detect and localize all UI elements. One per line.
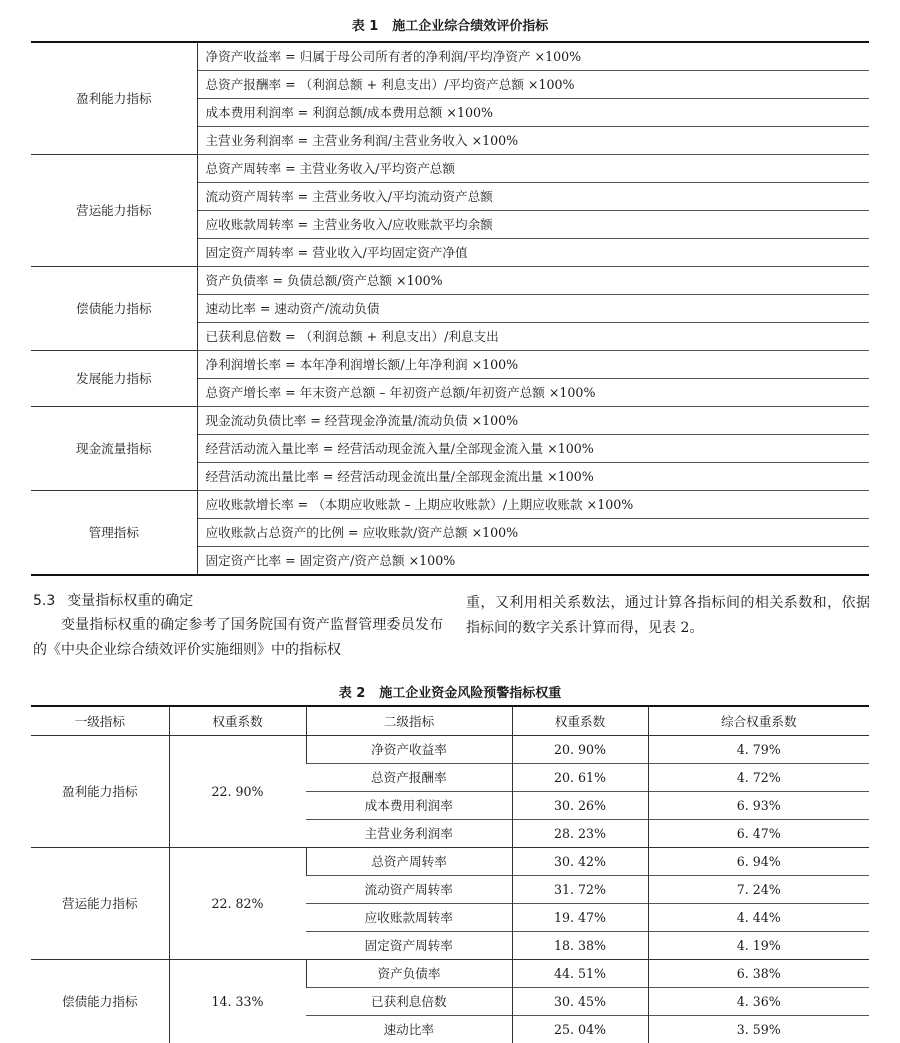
section-number: 5.3 (33, 593, 55, 609)
secondary-indicator-cell: 资产负债率 (306, 960, 512, 988)
formula-cell: 现金流动负债比率 = 经营现金净流量/流动负债 ×100% (197, 407, 869, 435)
category-cell: 营运能力指标 (31, 155, 197, 267)
table2-risk-weights (31, 705, 869, 1043)
body-text-left: 变量指标权重的确定参考了国务院国有资产监督管理委员发布的《中央企业综合绩效评价实施细则》中的指标权 (33, 613, 443, 663)
column-header: 二级指标 (306, 706, 512, 736)
formula-cell: 速动比率 = 速动资产/流动负债 (197, 295, 869, 323)
formula-cell: 应收账款周转率 = 主营业务收入/应收账款平均余额 (197, 211, 869, 239)
secondary-weight-cell: 18. 38% (512, 932, 648, 960)
formula-cell: 固定资产周转率 = 营业收入/平均固定资产净值 (197, 239, 869, 267)
combined-weight-cell: 3. 59% (648, 1016, 869, 1043)
table-row (31, 407, 869, 435)
combined-weight-cell: 6. 94% (648, 848, 869, 876)
primary-indicator-cell: 盈利能力指标 (31, 736, 169, 848)
primary-weight-cell: 22. 90% (169, 736, 306, 848)
secondary-indicator-cell: 固定资产周转率 (306, 932, 512, 960)
secondary-weight-cell: 30. 45% (512, 988, 648, 1016)
table-row (31, 155, 869, 183)
formula-cell: 已获利息倍数 = （利润总额 + 利息支出）/利息支出 (197, 323, 869, 351)
combined-weight-cell: 4. 36% (648, 988, 869, 1016)
primary-weight-cell: 22. 82% (169, 848, 306, 960)
table-row (31, 736, 869, 764)
secondary-weight-cell: 20. 61% (512, 764, 648, 792)
combined-weight-cell: 7. 24% (648, 876, 869, 904)
table-row (31, 960, 869, 988)
secondary-weight-cell: 19. 47% (512, 904, 648, 932)
secondary-weight-cell: 30. 26% (512, 792, 648, 820)
secondary-indicator-cell: 成本费用利润率 (306, 792, 512, 820)
formula-cell: 总资产增长率 = 年末资产总额 – 年初资产总额/年初资产总额 ×100% (197, 379, 869, 407)
formula-cell: 经营活动流出量比率 = 经营活动现金流出量/全部现金流出量 ×100% (197, 463, 869, 491)
combined-weight-cell: 4. 44% (648, 904, 869, 932)
table-row (31, 491, 869, 519)
formula-cell: 总资产周转率 = 主营业务收入/平均资产总额 (197, 155, 869, 183)
primary-indicator-cell: 偿债能力指标 (31, 960, 169, 1043)
secondary-indicator-cell: 总资产报酬率 (306, 764, 512, 792)
formula-cell: 固定资产比率 = 固定资产/资产总额 ×100% (197, 547, 869, 576)
section-title: 变量指标权重的确定 (67, 593, 193, 609)
column-header: 权重系数 (169, 706, 306, 736)
table2-caption-number: 表 2 (339, 686, 366, 701)
category-cell: 盈利能力指标 (31, 42, 197, 155)
category-cell: 现金流量指标 (31, 407, 197, 491)
category-cell: 发展能力指标 (31, 351, 197, 407)
combined-weight-cell: 4. 72% (648, 764, 869, 792)
table-row (31, 42, 869, 71)
primary-weight-cell: 14. 33% (169, 960, 306, 1043)
section-heading (33, 592, 193, 610)
body-text-right: 重，又利用相关系数法，通过计算各指标间的相关系数和，依据指标间的数字关系计算而得，见表 2。 (466, 591, 870, 641)
primary-indicator-cell: 营运能力指标 (31, 848, 169, 960)
combined-weight-cell: 4. 79% (648, 736, 869, 764)
table2-header-row (31, 706, 869, 736)
secondary-weight-cell: 25. 04% (512, 1016, 648, 1043)
combined-weight-cell: 4. 19% (648, 932, 869, 960)
table1-caption-title: 施工企业综合绩效评价指标 (392, 19, 548, 34)
table2-caption-title: 施工企业资金风险预警指标权重 (379, 686, 561, 701)
table-row (31, 351, 869, 379)
secondary-weight-cell: 28. 23% (512, 820, 648, 848)
secondary-weight-cell: 30. 42% (512, 848, 648, 876)
secondary-indicator-cell: 速动比率 (306, 1016, 512, 1043)
formula-cell: 流动资产周转率 = 主营业务收入/平均流动资产总额 (197, 183, 869, 211)
secondary-indicator-cell: 已获利息倍数 (306, 988, 512, 1016)
formula-cell: 总资产报酬率 = （利润总额 + 利息支出）/平均资产总额 ×100% (197, 71, 869, 99)
column-header: 综合权重系数 (648, 706, 869, 736)
table-row (31, 267, 869, 295)
formula-cell: 经营活动流入量比率 = 经营活动现金流入量/全部现金流入量 ×100% (197, 435, 869, 463)
secondary-weight-cell: 44. 51% (512, 960, 648, 988)
secondary-weight-cell: 31. 72% (512, 876, 648, 904)
column-header: 一级指标 (31, 706, 169, 736)
table1-caption (0, 19, 900, 35)
category-cell: 管理指标 (31, 491, 197, 576)
formula-cell: 资产负债率 = 负债总额/资产总额 ×100% (197, 267, 869, 295)
table-row (31, 848, 869, 876)
category-cell: 偿债能力指标 (31, 267, 197, 351)
table2-caption (0, 686, 900, 702)
combined-weight-cell: 6. 47% (648, 820, 869, 848)
formula-cell: 主营业务利润率 = 主营业务利润/主营业务收入 ×100% (197, 127, 869, 155)
secondary-indicator-cell: 主营业务利润率 (306, 820, 512, 848)
secondary-indicator-cell: 流动资产周转率 (306, 876, 512, 904)
combined-weight-cell: 6. 38% (648, 960, 869, 988)
secondary-indicator-cell: 净资产收益率 (306, 736, 512, 764)
secondary-indicator-cell: 应收账款周转率 (306, 904, 512, 932)
secondary-indicator-cell: 总资产周转率 (306, 848, 512, 876)
table1-caption-number: 表 1 (352, 19, 379, 34)
formula-cell: 净利润增长率 = 本年净利润增长额/上年净利润 ×100% (197, 351, 869, 379)
combined-weight-cell: 6. 93% (648, 792, 869, 820)
secondary-weight-cell: 20. 90% (512, 736, 648, 764)
formula-cell: 净资产收益率 = 归属于母公司所有者的净利润/平均净资产 ×100% (197, 42, 869, 71)
table1-performance-indicators (31, 41, 869, 576)
formula-cell: 应收账款增长率 = （本期应收账款 – 上期应收账款）/上期应收账款 ×100% (197, 491, 869, 519)
column-header: 权重系数 (512, 706, 648, 736)
formula-cell: 成本费用利润率 = 利润总额/成本费用总额 ×100% (197, 99, 869, 127)
formula-cell: 应收账款占总资产的比例 = 应收账款/资产总额 ×100% (197, 519, 869, 547)
